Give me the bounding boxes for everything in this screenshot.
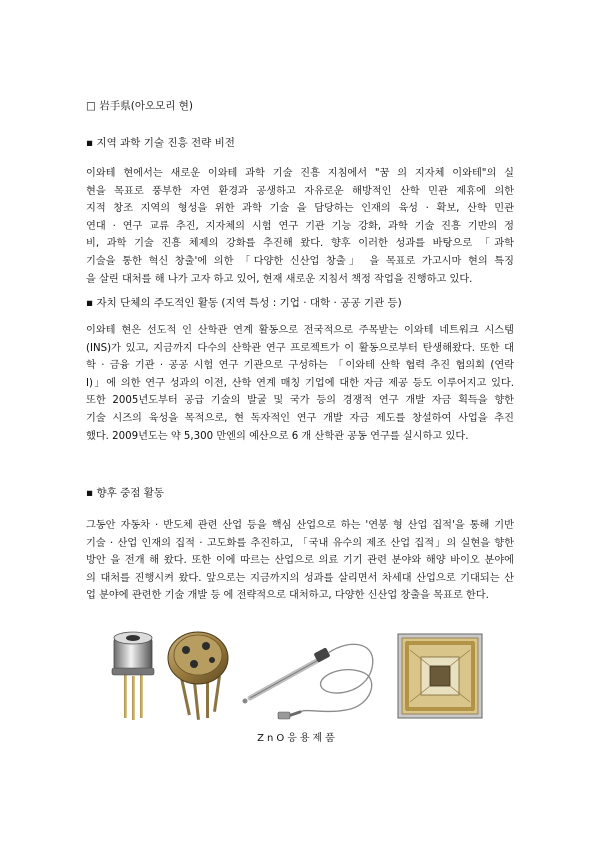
paragraph-line: 기술 · 산업 인재의 집적 · 고도화를 추진하고, 「국내 유수의 제조 산업 집적」의 실현을 향한 [86,537,514,549]
paragraph-line: 기술을 통한 혁신 창출'에 의한 「다양한 신산업 창출」 을 목표로 가고시마 현의 특징 [86,255,514,267]
probe-cable-sensor-image [243,644,373,719]
section-paragraph-future [86,517,514,605]
paragraph-line: I)」에 의한 연구 성과의 이전, 산학 연계 매칭 기업에 대한 자금 제공 등도 이루어지고 있다. [86,377,514,389]
gold-multi-pin-sensor-image [168,632,228,720]
paragraph-line: 의 대처를 진행시켜 왔다. 앞으로는 지금까지의 성과를 살리면서 차세대 산업으로 기대되는 산 [86,572,514,584]
paragraph-line: 현을 목표로 풍부한 자연 환경과 공생하고 자유로운 해방적인 산학 민관 제휴에 의한 [86,185,514,197]
paragraph-line: 그동안 자동차 · 반도체 관련 산업 등을 핵심 산업으로 하는 '연봉 형 산업 집적'을 통해 기반 [86,520,514,531]
paragraph-line: 업 분야에 관련한 기술 개발 등 에 전략적으로 대처하고, 다양한 신산업 창출을 목표로 한다. [86,590,489,602]
zno-products-figure [110,628,500,723]
chip-on-board-sensor-image [398,634,482,718]
section-heading-future: ▪ 향후 중점 활동 [86,487,164,499]
document-title: □ 岩手県(아오모리 현) [86,100,194,112]
paragraph-line: 또한 2005년도부터 공급 기술의 발굴 및 국가 등의 경쟁적 연구 개발 자금 획득을 향한 [86,395,514,407]
figure-caption: ZnO응용제품 [257,733,338,744]
paragraph-line: 방안 을 전개 해 왔다. 또한 이에 따르는 산업으로 의료 기기 관련 분야와 해양 바이오 분야에 [86,555,514,567]
transistor-can-sensor-image [112,632,154,720]
paragraph-line: 지적 창조 지역의 형성을 위한 과학 기술 을 담당하는 인재의 육성 · 확보, 산학 민관 [86,203,514,215]
section-heading-vision: ▪ 지역 과학 기술 진흥 전략 비전 [86,137,235,149]
section-paragraph-activities [86,322,514,445]
paragraph-line: 기술 시즈의 육성을 목적으로, 현 독자적인 연구 개발 자금 제도를 창설하여 사업을 추진 [86,412,514,424]
section-paragraph-vision [86,165,514,288]
paragraph-line: 비, 과학 기술 진흥 체제의 강화를 추진해 왔다. 향후 이러한 성과를 바탕으로 「과학 [86,238,514,250]
paragraph-line: (INS)가 있고, 지금까지 다수의 산학관 연구 프로젝트가 이 활동으로부터 탄생해왔다. 또한 대 [86,342,514,354]
paragraph-line: 했다. 2009년도는 약 5,300 만엔의 예산으로 6 개 산학관 공동 연구를 실시하고 있다. [86,430,469,442]
section-heading-activities: ▪ 자치 단체의 주도적인 활동 (지역 특성 : 기업 · 대학 · 공공 기관 등) [86,297,402,309]
paragraph-line: 이와테 현에서는 새로운 이와테 과학 기술 진흥 지침에서 "꿈 의 지자체 이와테"의 실 [86,168,514,179]
paragraph-line: 학 · 금융 기관 · 공공 시험 연구 기관으로 구성하는 「이와테 산학 협력 추진 협의회 (연락 [86,360,514,372]
paragraph-line: 이와테 현은 선도적 인 산학관 연계 활동으로 전국적으로 주목받는 이와테 네트워크 시스템 [86,325,514,336]
paragraph-line: 연대 · 연구 교류 추진, 지자체의 시험 연구 기관 기능 강화, 과학 기술 진흥 기반의 정 [86,220,514,232]
paragraph-line: 을 살린 대처를 해 나가 고자 하고 있어, 현재 새로운 지침서 책정 작업을 진행하고 있다. [86,273,473,285]
